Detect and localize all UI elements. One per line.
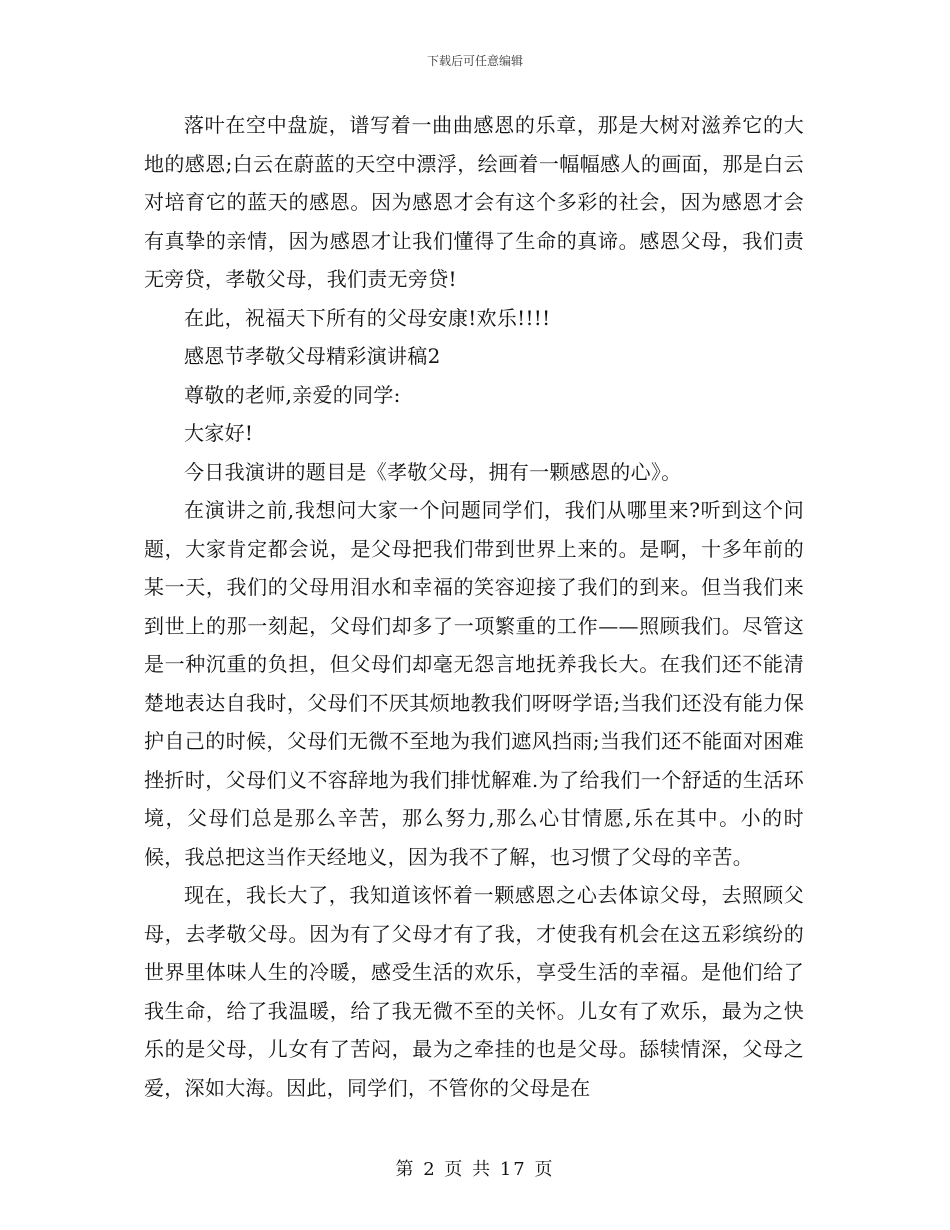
paragraph-3: 在演讲之前,我想问大家一个问题同学们，我们从哪里来?听到这个问题，大家肯定都会说，是父母把我们带到世界上来的。是啊，十多年前的某一天，我们的父母用泪水和幸福的笑容迎接了我们的到来。但当我们来到世上的那一刻起，父母们却多了一项繁重的工作——照顾我们。尽管这是一种沉重的负担，但父母们却毫无怨言地抚养我长大。在我们还不能清楚地表达自我时，父母们不厌其烦地教我们呀呀学语;当我们还没有能力保护自己的时候，父母们无微不至地为我们遮风挡雨;当我们还不能面对困难挫折时，父母们义不容辞地为我们排忧解难.为了给我们一个舒适的生活环境，父母们总是那么辛苦，那么努力,那么心甘情愿,乐在其中。小的时候，我总把这当作天经地义，因为我不了解，也习惯了父母的辛苦。: [144, 498, 804, 869]
paragraph-greeting: 大家好!: [184, 421, 254, 445]
paragraph-1: 落叶在空中盘旋，谱写着一曲曲感恩的乐章，那是大树对滋养它的大地的感恩;白云在蔚蓝的天空中漂浮，绘画着一幅幅感人的画面，那是白云对培育它的蓝天的感恩。因为感恩才会有这个多彩的社会，因为感恩才会有真挚的亲情，因为感恩才让我们懂得了生命的真谛。感恩父母，我们责无旁贷，孝敬父母，我们责无旁贷!: [144, 113, 804, 291]
paragraph-salutation: 尊敬的老师,亲爱的同学:: [184, 382, 401, 407]
page-footer: 第 2 页 共 17 页: [395, 1159, 555, 1180]
paragraph-title: 感恩节孝敬父母精彩演讲稿2: [184, 344, 441, 368]
paragraph-2: 在此，祝福天下所有的父母安康!欢乐!!!!: [184, 305, 551, 330]
paragraph-4: 现在，我长大了，我知道该怀着一颗感恩之心去体谅父母，去照顾父母，去孝敬父母。因为有了父母才有了我，才使我有机会在这五彩缤纷的世界里体味人生的冷暖，感受生活的欢乐，享受生活的幸福。是他们给了我生命，给了我温暖，给了我无微不至的关怀。儿女有了欢乐，最为之快乐的是父母，儿女有了苦闷，最为之牵挂的也是父母。舔犊情深，父母之爱，深如大海。因此，同学们，不管你的父母是在: [144, 883, 804, 1100]
page-header: 下载后可任意编辑: [426, 54, 523, 68]
paragraph-topic: 今日我演讲的题目是《孝敬父母，拥有一颗感恩的心》。: [184, 459, 682, 484]
document-body: [144, 106, 804, 1107]
